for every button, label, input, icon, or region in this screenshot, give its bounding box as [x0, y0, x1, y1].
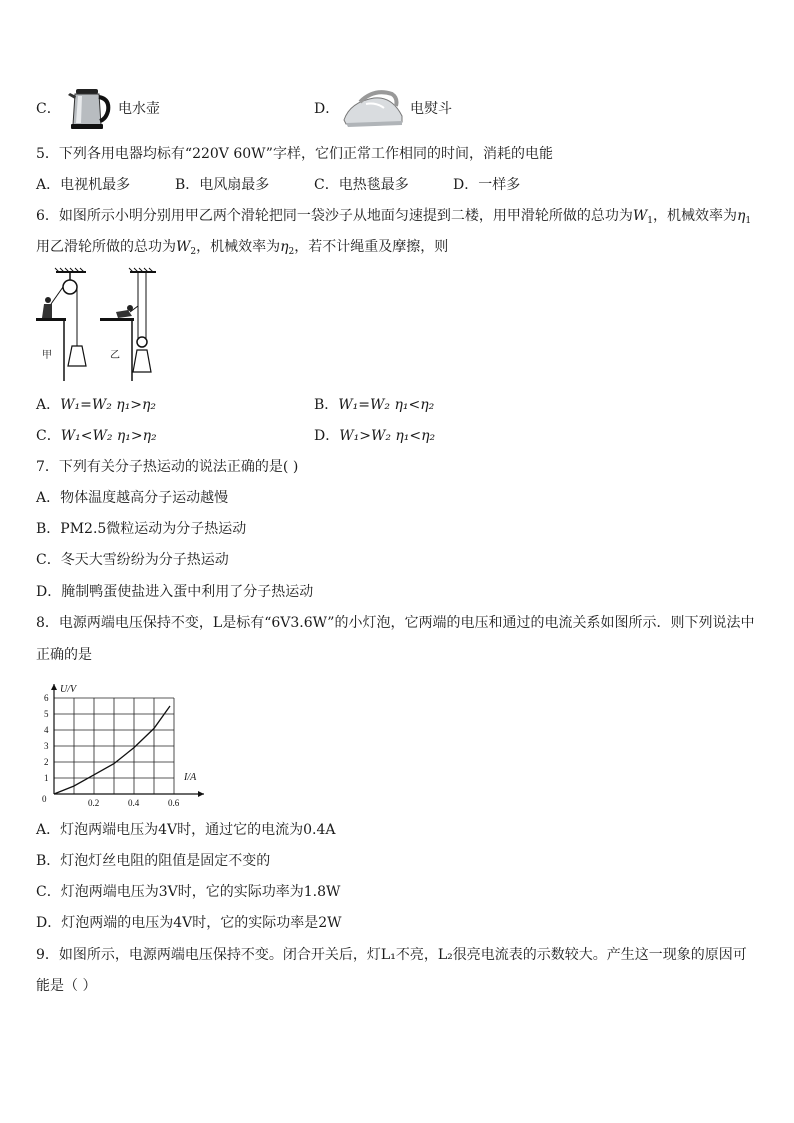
y-tick-label: 1: [44, 773, 49, 783]
q4-option-d-label: 电熨斗: [410, 101, 452, 117]
q8-stem-line1: 8．电源两端电压保持不变，L是标有“6V3.6W”的小灯泡，它两端的电压和通过的电流关系如图所示．则下列说法中: [36, 615, 755, 631]
q8-stem-line2: 正确的是: [36, 647, 92, 663]
q4-option-c-label: 电水壶: [118, 101, 160, 117]
y-axis-arrow: [51, 684, 57, 690]
pulley-figure: [34, 266, 164, 386]
q7-option-c: C．冬天大雪纷纷为分子热运动: [36, 552, 229, 568]
q5-option-c: C．电热毯最多: [314, 177, 409, 193]
y-tick-label: 3: [44, 741, 49, 751]
q8-option-d: D．灯泡两端的电压为4V时，它的实际功率是2W: [36, 915, 342, 931]
y-axis-label: U/V: [60, 684, 77, 695]
x-axis-label: I/A: [184, 772, 197, 783]
q6-option-d: D．W₁>W₂ η₁<η₂: [314, 428, 436, 444]
x-tick-label: 0.4: [128, 798, 140, 808]
y-tick-label: 5: [44, 709, 49, 719]
label-jia: 甲: [42, 350, 52, 361]
x-axis-arrow: [198, 791, 204, 797]
q8-option-a: A．灯泡两端电压为4V时，通过它的电流为0.4A: [36, 822, 336, 838]
iron-icon: [340, 86, 406, 130]
q6-option-b: B．W₁=W₂ η₁<η₂: [314, 397, 435, 413]
label-yi: 乙: [110, 350, 120, 361]
q7-option-d: D．腌制鸭蛋使盐进入蛋中利用了分子热运动: [36, 584, 314, 600]
q6-stem-line2: 用乙滑轮所做的总功为$W_2$，机械效率为$\eta_2$，若不计绳重及摩擦，则: [36, 239, 449, 257]
x-tick-label: 0.2: [88, 798, 100, 808]
y-tick-label: 6: [44, 693, 49, 703]
q7-option-a: A．物体温度越高分子运动越慢: [36, 490, 229, 506]
q8-option-c: C．灯泡两端电压为3V时，它的实际功率为1.8W: [36, 884, 341, 900]
q4-option-d-letter: D．: [314, 101, 340, 117]
origin-label: 0: [42, 794, 47, 804]
q5-option-d: D．一样多: [453, 177, 521, 193]
q6-option-c: C．W₁<W₂ η₁>η₂: [36, 428, 157, 444]
q7-option-b: B．PM2.5微粒运动为分子热运动: [36, 521, 247, 537]
y-tick-label: 2: [44, 757, 49, 767]
x-tick-label: 0.6: [168, 798, 180, 808]
q5-stem: 5．下列各用电器均标有“220V 60W”字样，它们正常工作相同的时间，消耗的电能: [36, 146, 553, 162]
u-i-curve: [54, 706, 170, 794]
q7-stem: 7．下列有关分子热运动的说法正确的是( ): [36, 459, 299, 475]
q4-option-c-letter: C．: [36, 101, 61, 117]
q5-option-b: B．电风扇最多: [175, 177, 270, 193]
q9-stem-line2: 能是（ ）: [36, 978, 97, 994]
q6-option-a: A．W₁=W₂ η₁>η₂: [36, 397, 157, 413]
q5-option-a: A．电视机最多: [36, 177, 131, 193]
kettle-icon: [66, 85, 112, 131]
q8-option-b: B．灯泡灯丝电阻的阻值是固定不变的: [36, 853, 271, 869]
q9-stem-line1: 9．如图所示，电源两端电压保持不变。闭合开关后，灯L₁不亮，L₂很亮电流表的示数较大。产生这一现象的原因可: [36, 947, 747, 963]
y-tick-label: 4: [44, 725, 49, 735]
u-i-chart: [30, 678, 220, 810]
q6-stem-line1: 6．如图所示小明分别用甲乙两个滑轮把同一袋沙子从地面匀速提到二楼，用甲滑轮所做的总功为$W_1$，机械效率为$\eta_1$: [36, 208, 752, 226]
